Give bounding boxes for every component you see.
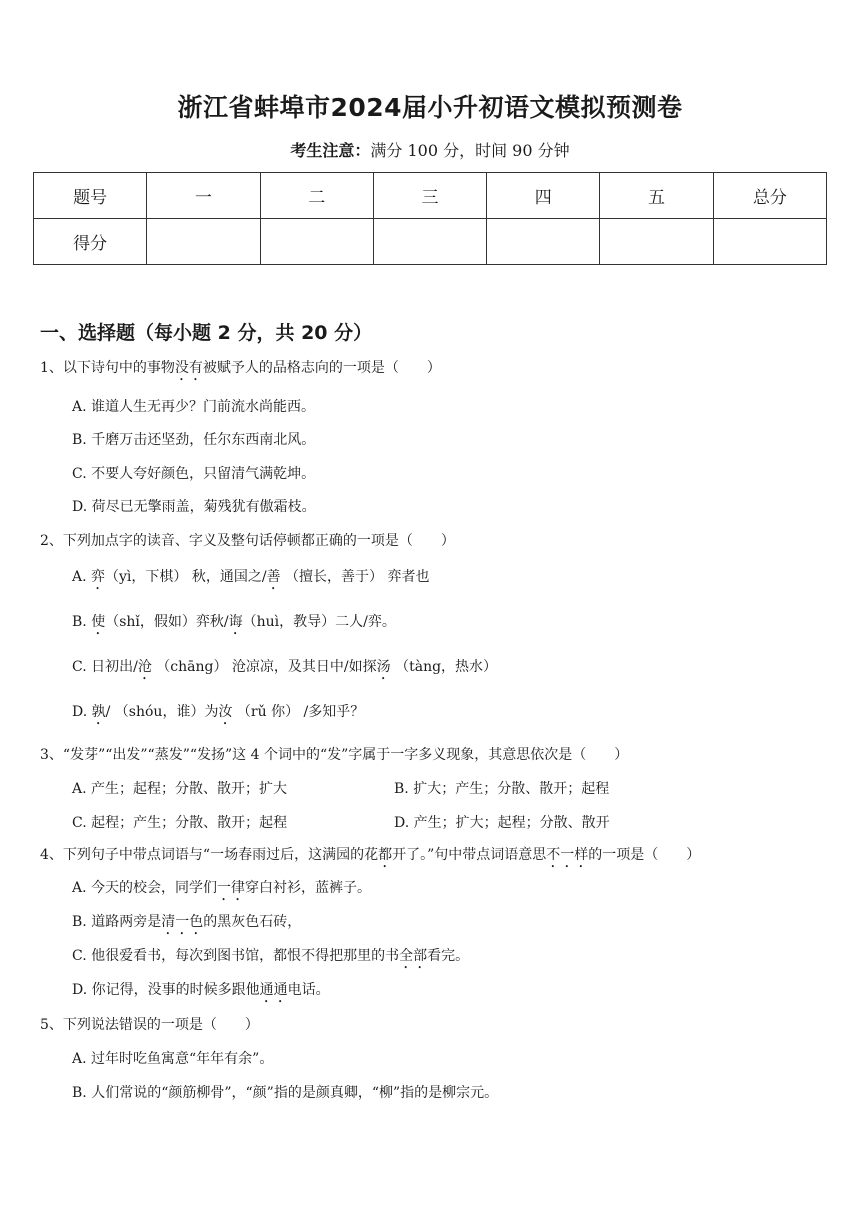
q2-option-b: B. 使（shǐ，假如）弈秋/诲（huì，教导）二人/弈。 <box>72 614 396 630</box>
question-3-stem: 3、“发芽”“出发”“蒸发”“发扬”这 4 个词中的“发”字属于一字多义现象，其意思依次是（ ） <box>40 747 629 763</box>
q3-option-c: C. 起程；产生；分散、散开；起程 <box>72 815 288 831</box>
score-cell[interactable] <box>373 219 486 265</box>
q5-option-a: A. 过年时吃鱼寓意“年年有余”。 <box>72 1051 274 1067</box>
notice-text: 满分 100 分，时间 90 分钟 <box>370 141 570 160</box>
question-5-stem: 5、下列说法错误的一项是（ ） <box>40 1017 259 1033</box>
q1-option-b: B. 千磨万击还坚劲，任尔东西南北风。 <box>72 432 316 448</box>
q3-option-b: B. 扩大；产生；分散、散开；起程 <box>394 781 610 797</box>
q2-option-c: C. 日初出/沧 （chāng） 沧凉凉，及其日中/如探汤 （tàng，热水） <box>72 659 498 675</box>
score-cell[interactable] <box>713 219 826 265</box>
score-row-label: 得分 <box>34 219 147 265</box>
q5-option-b: B. 人们常说的“颜筋柳骨”，“颜”指的是颜真卿，“柳”指的是柳宗元。 <box>72 1085 499 1101</box>
score-table-score-row <box>34 219 827 265</box>
q2-option-a: A. 弈（yì，下棋） 秋，通国之/善 （擅长，善于） 弈者也 <box>72 569 430 585</box>
score-table <box>33 172 827 265</box>
q2-option-d: D. 孰/ （shóu，谁）为汝 （rǔ 你） /多知乎？ <box>72 704 365 720</box>
header-cell: 五 <box>600 173 713 219</box>
question-4-stem: 4、下列句子中带点词语与“一场春雨过后，这满园的花都开了。”句中带点词语意思不一样的一项是（ ） <box>40 847 701 863</box>
header-cell: 三 <box>373 173 486 219</box>
header-cell: 二 <box>260 173 373 219</box>
notice-label: 考生注意： <box>290 141 371 160</box>
q3-option-a: A. 产生；起程；分散、散开；扩大 <box>72 781 288 797</box>
header-cell: 总分 <box>713 173 826 219</box>
emphasized-word: 没有 <box>174 360 203 376</box>
header-cell: 题号 <box>34 173 147 219</box>
q1-option-d: D. 荷尽已无擎雨盖，菊残犹有傲霜枝。 <box>72 499 316 515</box>
q4-option-d: D. 你记得，没事的时候多跟他通通电话。 <box>72 982 330 998</box>
exam-notice <box>0 138 860 161</box>
score-cell[interactable] <box>260 219 373 265</box>
question-2-stem: 2、下列加点字的读音、字义及整句话停顿都正确的一项是（ ） <box>40 533 455 549</box>
header-cell: 四 <box>487 173 600 219</box>
header-cell: 一 <box>147 173 260 219</box>
q4-option-c: C. 他很爱看书，每次到图书馆，都恨不得把那里的书全部看完。 <box>72 948 470 964</box>
q3-option-d: D. 产生；扩大；起程；分散、散开 <box>394 815 610 831</box>
score-cell[interactable] <box>147 219 260 265</box>
score-cell[interactable] <box>487 219 600 265</box>
q1-option-a: A. 谁道人生无再少？门前流水尚能西。 <box>72 399 316 415</box>
question-1-stem: 1、以下诗句中的事物没有被赋予人的品格志向的一项是（ ） <box>40 360 441 376</box>
score-cell[interactable] <box>600 219 713 265</box>
section-heading: 一、选择题（每小题 2 分，共 20 分） <box>40 322 373 344</box>
q4-option-a: A. 今天的校会，同学们一律穿白衬衫，蓝裤子。 <box>72 880 372 896</box>
page-title: 浙江省蚌埠市2024届小升初语文模拟预测卷 <box>177 93 683 122</box>
q1-option-c: C. 不要人夸好颜色，只留清气满乾坤。 <box>72 466 316 482</box>
q4-option-b: B. 道路两旁是清一色的黑灰色石砖， <box>72 914 302 930</box>
score-table-header-row <box>34 173 827 219</box>
